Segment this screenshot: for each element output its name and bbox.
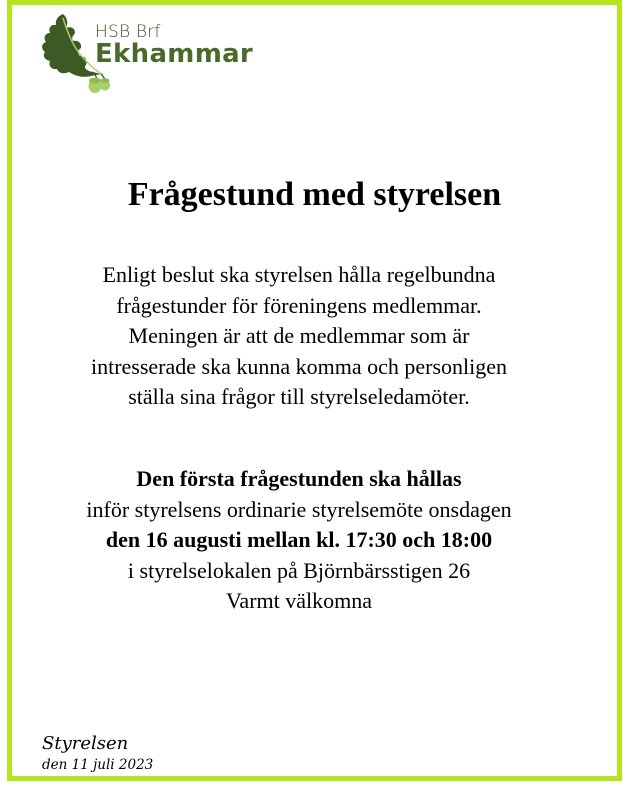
intro-line: ställa sina frågor till styrelseledamöter. — [128, 384, 470, 409]
event-datetime: den 16 augusti mellan kl. 17:30 och 18:00 — [105, 527, 493, 552]
event-location: i styrelselokalen på Björnbärsstigen 26 — [127, 557, 471, 583]
logo — [35, 8, 265, 98]
event-welcome: Varmt välkomna — [225, 588, 373, 613]
intro-line: frågestunder för föreningens medlemmar. — [116, 292, 482, 318]
intro-paragraph — [0, 260, 598, 413]
signature-date: den 11 juli 2023 — [42, 757, 154, 773]
event-details — [0, 464, 598, 617]
event-context: inför styrelsens ordinarie styrelsemöte onsdagen — [86, 496, 512, 522]
page-title: Frågestund med styrelsen — [127, 176, 502, 213]
event-heading: Den första frågestunden ska hållas — [136, 466, 462, 491]
intro-line: intresserade ska kunna komma och personligen — [90, 353, 508, 379]
logo-subtitle: HSB Brf — [95, 22, 161, 42]
logo-name: Ekhammar — [95, 39, 254, 69]
signature: Styrelsen — [42, 733, 129, 754]
intro-line: Meningen är att de medlemmar som är — [128, 323, 470, 348]
intro-line: Enligt beslut ska styrelsen hålla regelbundna — [102, 262, 496, 287]
